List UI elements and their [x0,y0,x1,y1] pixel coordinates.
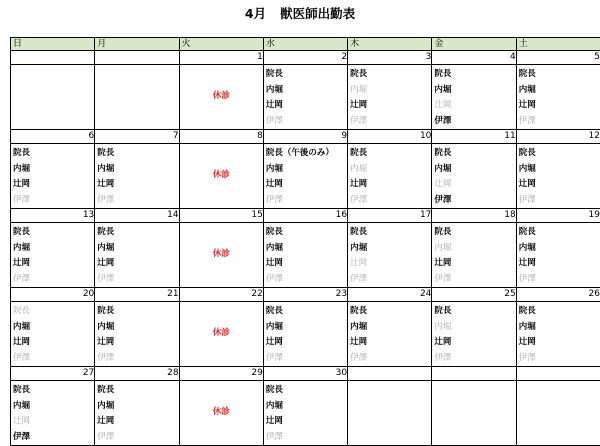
staff-on-duty: 内堀 [11,320,94,336]
day-cell [263,302,347,367]
staff-on-duty: 伊澤 [11,430,94,446]
staff-off-duty: 伊澤 [264,430,347,446]
day-cell [95,302,179,367]
weekday-header-row [11,38,600,51]
day-cell [516,302,600,367]
staff-off-duty: 伊澤 [95,272,178,288]
staff-off-duty: 伊澤 [348,272,431,288]
day-cell [95,223,179,288]
staff-on-duty: 内堀 [11,399,94,415]
staff-off-duty: 伊澤 [95,430,178,446]
staff-on-duty: 辻岡 [348,177,431,193]
staff-list [432,144,515,208]
staff-on-duty: 辻岡 [264,177,347,193]
staff-off-duty: 辻岡 [432,98,515,114]
day-number: 2 [263,51,347,65]
staff-on-duty: 辻岡 [264,98,347,114]
staff-on-duty: 内堀 [432,162,515,178]
staff-off-duty: 伊澤 [11,351,94,367]
weekday-header: 木 [348,38,432,51]
staff-on-duty: 辻岡 [95,414,178,430]
staff-on-duty: 伊澤 [432,114,515,130]
day-number: 14 [95,209,179,223]
day-cell [263,65,347,130]
staff-list [432,302,515,366]
weekday-header: 土 [516,38,600,51]
week-date-row [11,130,600,144]
day-cell [263,223,347,288]
staff-on-duty: 内堀 [264,241,347,257]
staff-on-duty: 内堀 [517,83,600,99]
staff-off-duty: 辻岡 [348,256,431,272]
day-cell-closed [179,65,263,130]
staff-list [348,65,431,129]
staff-list [264,144,347,208]
staff-on-duty: 辻岡 [11,335,94,351]
staff-on-duty: 院長 [95,146,178,162]
week-staff-row [11,144,600,209]
closed-label: 休診 [180,405,263,417]
staff-off-duty: 伊澤 [95,193,178,209]
staff-list [517,144,600,208]
week-date-row [11,51,600,65]
staff-off-duty: 辻岡 [432,177,515,193]
day-cell [263,144,347,209]
day-number: 15 [179,209,263,223]
staff-list [432,223,515,287]
staff-on-duty: 内堀 [348,241,431,257]
day-cell [432,144,516,209]
day-cell [348,144,432,209]
day-cell [348,65,432,130]
staff-list [95,381,178,445]
title-text: 獣医師出勤表 [280,6,355,21]
day-number: 28 [95,367,179,381]
day-number: 7 [95,130,179,144]
staff-on-duty: 院長 [517,225,600,241]
staff-on-duty: 内堀 [264,399,347,415]
staff-off-duty: 伊澤 [432,272,515,288]
day-number: 26 [516,288,600,302]
staff-on-duty: 内堀 [11,241,94,257]
staff-on-duty: 内堀 [95,241,178,257]
staff-off-duty: 伊澤 [264,193,347,209]
day-number: 20 [11,288,95,302]
staff-off-duty: 伊澤 [264,272,347,288]
calendar-body [11,51,600,446]
day-number [348,367,432,381]
staff-on-duty: 院長 [95,304,178,320]
staff-on-duty: 院長 [348,304,431,320]
staff-list [11,144,94,208]
day-number: 19 [516,209,600,223]
day-number: 29 [179,367,263,381]
staff-list [348,223,431,287]
day-number: 13 [11,209,95,223]
staff-on-duty: 辻岡 [517,335,600,351]
staff-on-duty: 辻岡 [95,335,178,351]
staff-off-duty: 伊澤 [348,114,431,130]
day-number: 30 [263,367,347,381]
staff-on-duty: 辻岡 [264,414,347,430]
day-number: 5 [516,51,600,65]
staff-on-duty: 院長 [264,67,347,83]
staff-on-duty: 辻岡 [11,177,94,193]
week-staff-row [11,65,600,130]
day-cell [11,302,95,367]
staff-off-duty: 内堀 [348,162,431,178]
staff-list [348,144,431,208]
weekday-header: 金 [432,38,516,51]
staff-on-duty: 辻岡 [264,335,347,351]
staff-on-duty: 辻岡 [264,256,347,272]
day-cell [516,144,600,209]
day-number [11,51,95,65]
staff-on-duty: 院長 [11,146,94,162]
day-cell [95,144,179,209]
staff-on-duty: 院長 [348,146,431,162]
day-cell [432,223,516,288]
day-cell [516,65,600,130]
staff-on-duty: 内堀 [264,162,347,178]
staff-off-duty: 伊澤 [348,193,431,209]
staff-on-duty: 院長 [95,383,178,399]
staff-on-duty: 内堀 [95,320,178,336]
staff-on-duty: 院長 [432,146,515,162]
empty-day-cell [95,65,179,130]
staff-list [432,65,515,129]
staff-on-duty: 内堀 [517,241,600,257]
day-cell-closed [179,302,263,367]
staff-on-duty: 辻岡 [432,256,515,272]
weekday-header: 水 [263,38,347,51]
staff-off-duty: 伊澤 [517,193,600,209]
staff-on-duty: 院長 [517,146,600,162]
week-date-row [11,209,600,223]
week-staff-row [11,302,600,367]
staff-off-duty: 伊澤 [348,351,431,367]
day-number: 18 [432,209,516,223]
weekday-header: 月 [95,38,179,51]
day-number: 11 [432,130,516,144]
staff-on-duty: 院長 [432,304,515,320]
staff-on-duty: 院長 [264,383,347,399]
staff-on-duty: 院長 [264,225,347,241]
staff-list [11,223,94,287]
staff-on-duty: 辻岡 [517,98,600,114]
staff-on-duty: 辻岡 [95,256,178,272]
closed-label: 休診 [180,168,263,180]
staff-on-duty: 内堀 [517,162,600,178]
staff-list [11,302,94,366]
day-cell [432,302,516,367]
staff-list [264,381,347,445]
page-title [0,4,600,22]
empty-day-cell [11,65,95,130]
staff-off-duty: 伊澤 [517,351,600,367]
staff-list [264,223,347,287]
day-number: 8 [179,130,263,144]
staff-off-duty: 辻岡 [11,414,94,430]
day-number: 16 [263,209,347,223]
staff-list [264,302,347,366]
day-cell [432,65,516,130]
staff-off-duty: 伊澤 [432,351,515,367]
staff-list [517,223,600,287]
staff-on-duty: 内堀 [11,162,94,178]
staff-on-duty: 辻岡 [432,335,515,351]
day-number: 22 [179,288,263,302]
week-staff-row [11,223,600,288]
staff-on-duty: 辻岡 [517,177,600,193]
staff-list [517,302,600,366]
day-cell [11,223,95,288]
week-date-row [11,367,600,381]
day-cell [348,302,432,367]
day-cell-closed [179,144,263,209]
day-number [432,367,516,381]
staff-on-duty: 辻岡 [517,256,600,272]
staff-on-duty: 院長 [432,67,515,83]
staff-off-duty: 伊澤 [517,114,600,130]
day-number [516,367,600,381]
staff-on-duty: 院長（午後のみ） [264,146,347,162]
weekday-header: 火 [179,38,263,51]
staff-on-duty: 院長 [264,304,347,320]
staff-on-duty: 院長 [432,225,515,241]
closed-label: 休診 [180,326,263,338]
staff-on-duty: 辻岡 [95,177,178,193]
closed-label: 休診 [180,89,263,101]
staff-list [95,144,178,208]
staff-on-duty: 内堀 [348,320,431,336]
day-number: 10 [348,130,432,144]
staff-off-duty: 伊澤 [11,272,94,288]
staff-off-duty: 伊澤 [517,272,600,288]
day-number: 24 [348,288,432,302]
staff-on-duty: 内堀 [264,320,347,336]
day-cell [348,223,432,288]
staff-on-duty: 院長 [517,67,600,83]
staff-off-duty: 内堀 [348,83,431,99]
staff-on-duty: 院長 [348,67,431,83]
staff-list [95,302,178,366]
day-number: 6 [11,130,95,144]
staff-on-duty: 院長 [517,304,600,320]
staff-list [348,302,431,366]
weekday-header: 日 [11,38,95,51]
day-number: 1 [179,51,263,65]
schedule-calendar [10,37,600,446]
staff-on-duty: 伊澤 [432,193,515,209]
closed-label: 休診 [180,247,263,259]
staff-on-duty: 院長 [95,225,178,241]
day-number: 9 [263,130,347,144]
staff-off-duty: 伊澤 [264,114,347,130]
staff-on-duty: 内堀 [432,83,515,99]
day-number: 12 [516,130,600,144]
staff-list [11,381,94,445]
week-date-row [11,288,600,302]
staff-list [264,65,347,129]
staff-on-duty: 院長 [11,225,94,241]
day-number: 17 [348,209,432,223]
day-cell [11,144,95,209]
staff-list [517,65,600,129]
staff-on-duty: 内堀 [95,399,178,415]
day-number: 23 [263,288,347,302]
staff-on-duty: 辻岡 [348,335,431,351]
staff-on-duty: 内堀 [517,320,600,336]
day-cell-closed [179,223,263,288]
staff-on-duty: 内堀 [95,162,178,178]
staff-off-duty: 伊澤 [95,351,178,367]
day-number [95,51,179,65]
staff-list [95,223,178,287]
day-number: 27 [11,367,95,381]
day-number: 25 [432,288,516,302]
staff-on-duty: 院長 [11,383,94,399]
staff-off-duty: 伊澤 [11,193,94,209]
title-month: 4月 [245,6,266,21]
staff-off-duty: 内堀 [432,320,515,336]
day-cell [516,223,600,288]
staff-off-duty: 内堀 [432,241,515,257]
day-number: 4 [432,51,516,65]
staff-off-duty: 院長 [11,304,94,320]
day-number: 3 [348,51,432,65]
staff-on-duty: 院長 [348,225,431,241]
staff-on-duty: 辻岡 [11,256,94,272]
staff-off-duty: 伊澤 [264,351,347,367]
staff-on-duty: 内堀 [264,83,347,99]
day-number: 21 [95,288,179,302]
staff-on-duty: 辻岡 [348,98,431,114]
